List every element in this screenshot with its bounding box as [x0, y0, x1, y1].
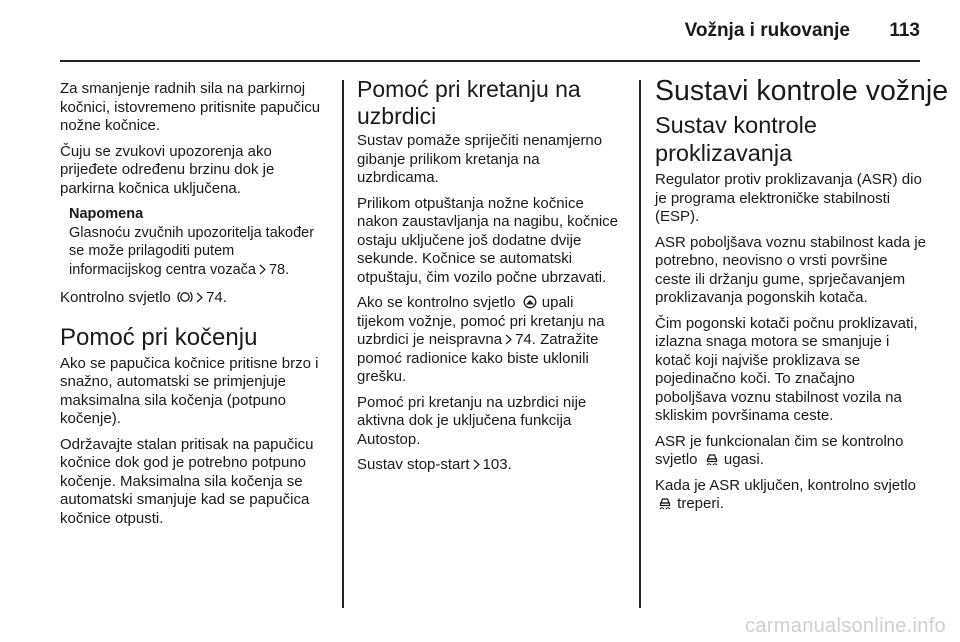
paragraph: Čuju se zvukovi upozorenja ako prijeđete određenu brzinu dok je parkirna kočnica uključena.	[60, 142, 275, 197]
paragraph: Ako se papučica kočnice pritisne brzo i snažno, automatski se primjenjuje maksimalna sila kočenja (potpuno kočenje).	[60, 354, 319, 427]
section-heading: Pomoć pri kretanju na uzbrdici	[357, 76, 581, 129]
header-divider	[60, 60, 920, 62]
column-3	[655, 75, 949, 521]
page-ref[interactable]: 103.	[482, 456, 512, 473]
paragraph: Čim pogonski kotači počnu proklizavati, izlazna snaga motora se smanjuje i kotač koji najviše proklizava se pojedinačno koči. To značajno poboljšava voznu stabilnost vozila na skliskim površinama ceste.	[655, 314, 918, 424]
column-2	[357, 76, 625, 482]
skid-car-icon	[657, 496, 673, 510]
note-text: Glasnoću zvučnih upozoritelja također se može prilagoditi putem informacijskog centra vozača 78.	[69, 224, 315, 278]
paragraph: ASR je funkcionalan čim se kontrolno svjetlo ugasi.	[655, 432, 904, 468]
note-box	[60, 205, 330, 279]
running-header: Vožnja i rukovanje	[684, 20, 850, 41]
paragraph: ASR poboljšava voznu stabilnost kada je potrebno, neovisno o vrsti površine ceste ili držanju gume, sprječavanjem proklizavanja pogonskih kotača.	[655, 233, 926, 306]
paragraph: Kontrolno svjetlo 74.	[60, 289, 227, 306]
paragraph: Prilikom otpuštanja nožne kočnice nakon zaustavljanja na nagibu, kočnice ostaju uključene još dodatne dvije sekunde. Kočnice se automatski otpuštaju, čim vozilo počne ubrzavati.	[357, 194, 619, 286]
note-title: Napomena	[69, 206, 144, 222]
chapter-heading: Sustavi kontrole vožnje	[655, 75, 949, 107]
paragraph: Ako se kontrolno svjetlo upali tijekom vožnje, pomoć pri kretanju na uzbrdici je neispravna 74. Zatražite pomoć radionice kako biste uklonili grešku.	[357, 294, 605, 385]
column-1	[60, 80, 330, 535]
ref-arrow-icon	[259, 264, 266, 275]
hill-start-icon	[522, 295, 538, 309]
paragraph: Sustav pomaže spriječiti nenamjerno gibanje prilikom kretanja na uzbrdicama.	[357, 132, 603, 186]
paragraph: Regulator protiv proklizavanja (ASR) dio je programa elektroničke stabilnosti (ESP).	[655, 171, 922, 225]
page-number: 113	[889, 20, 920, 41]
page-ref[interactable]: 78.	[268, 261, 290, 278]
ref-arrow-icon	[196, 292, 203, 303]
page-ref[interactable]: 74.	[206, 289, 227, 306]
ref-arrow-icon	[505, 334, 512, 345]
paragraph: Za smanjenje radnih sila na parkirnoj kočnici, istovremeno pritisnite papučicu nožne kočnice.	[60, 80, 321, 134]
paragraph: Pomoć pri kretanju na uzbrdici nije aktivna dok je uključena funkcija Autostop.	[357, 393, 587, 448]
brake-warning-icon	[177, 290, 193, 304]
paragraph: Kada je ASR uključen, kontrolno svjetlo treperi.	[655, 476, 916, 512]
watermark: carmanualsonline.info	[745, 615, 946, 637]
paragraph: Održavajte stalan pritisak na papučicu kočnice dok god je potrebno potpuno kočenje. Maksimalna sila kočenja se automatski smanjuje kad se papučica kočnice otpusti.	[60, 435, 314, 527]
column-divider	[342, 80, 344, 608]
page-ref[interactable]: 74.	[515, 331, 536, 348]
paragraph: Sustav stop-start 103.	[357, 456, 512, 473]
column-divider	[639, 80, 641, 608]
section-heading: Sustav kontrole proklizavanja	[655, 112, 817, 166]
skid-car-icon	[704, 452, 720, 466]
ref-arrow-icon	[473, 459, 480, 470]
section-heading: Pomoć pri kočenju	[60, 323, 258, 351]
